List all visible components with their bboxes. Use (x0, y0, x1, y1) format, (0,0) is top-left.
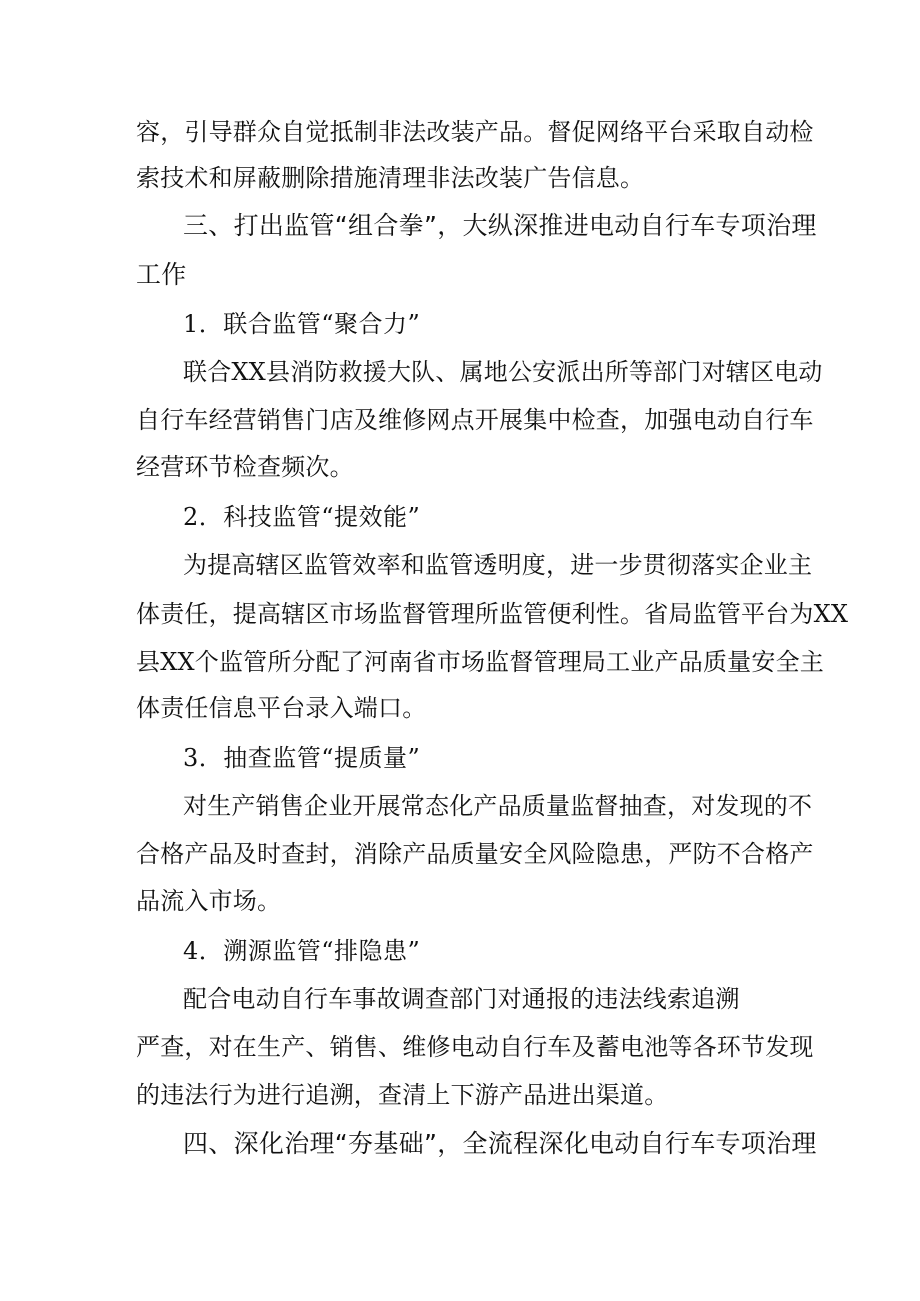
body-line: 品流入市场。 (136, 887, 282, 915)
body-line: 索技术和屏蔽删除措施清理非法改装广告信息。 (136, 164, 645, 192)
body-line: 严查，对在生产、销售、维修电动自行车及蓄电池等各环节发现 (136, 1033, 814, 1061)
body-line: 体责任，提高辖区市场监督管理所监管便利性。省局监管平台为XX (136, 600, 849, 628)
body-line: 合格产品及时查封，消除产品质量安全风险隐患，严防不合格产 (136, 840, 814, 868)
subsection-title: 2．科技监管“提效能” (183, 503, 421, 531)
body-line: 县XX个监管所分配了河南省市场监督管理局工业产品质量安全主 (136, 648, 824, 676)
body-line: 容，引导群众自觉抵制非法改装产品。督促网络平台采取自动检 (136, 118, 814, 146)
subsection-title: 4．溯源监管“排隐患” (183, 937, 421, 965)
section-heading: 工作 (136, 260, 187, 289)
body-line: 经营环节检查频次。 (136, 453, 354, 481)
body-line: 体责任信息平台录入端口。 (136, 694, 427, 722)
body-line: 配合电动自行车事故调查部门对通报的违法线索追溯 (183, 985, 740, 1013)
subsection-title: 1．联合监管“聚合力” (183, 310, 421, 338)
section-heading: 三、打出监管“组合拳”，大纵深推进电动自行车专项治理 (183, 211, 817, 240)
body-line: 为提高辖区监管效率和监管透明度，进一步贯彻落实企业主 (183, 551, 813, 579)
body-line: 自行车经营销售门店及维修网点开展集中检查，加强电动自行车 (136, 406, 814, 434)
body-line: 对生产销售企业开展常态化产品质量监督抽查，对发现的不 (183, 792, 813, 820)
section-heading: 四、深化治理“夯基础”，全流程深化电动自行车专项治理 (183, 1129, 817, 1158)
subsection-title: 3．抽查监管“提质量” (183, 744, 421, 772)
body-line: 联合XX县消防救援大队、属地公安派出所等部门对辖区电动 (183, 358, 823, 386)
body-line: 的违法行为进行追溯，查清上下游产品进出渠道。 (136, 1081, 669, 1109)
